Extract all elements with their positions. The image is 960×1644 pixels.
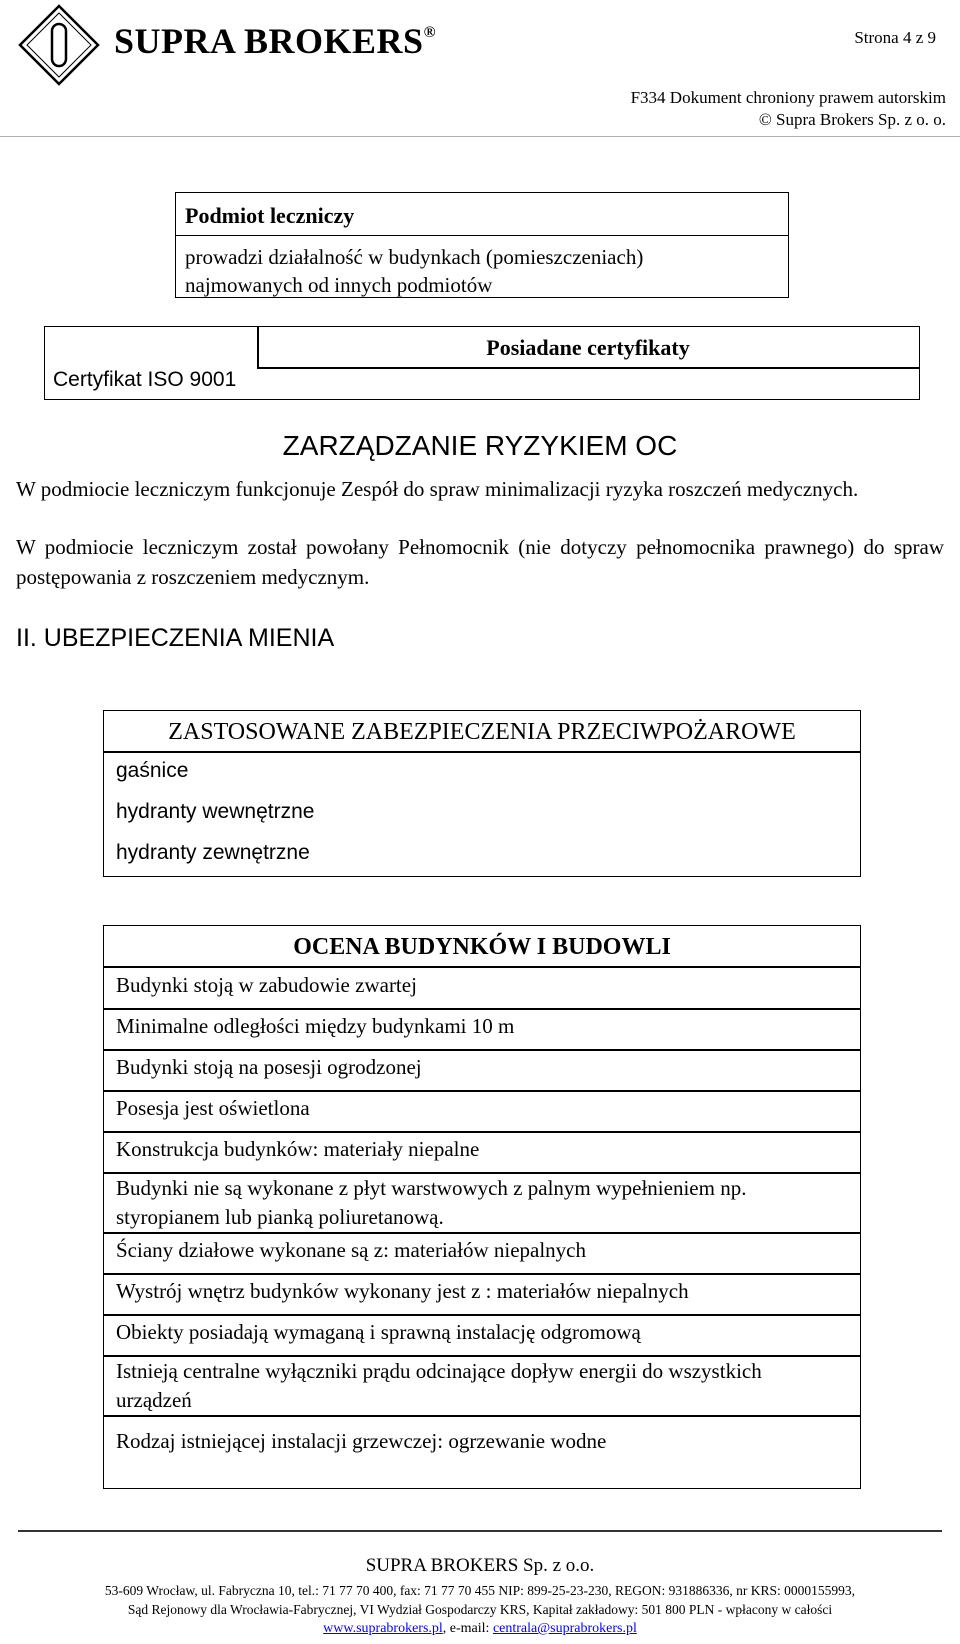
brand-name <box>114 20 436 62</box>
copyright-note: © Supra Brokers Sp. z o. o. <box>758 110 946 129</box>
row-divider <box>104 1314 860 1316</box>
buildings-item: Posesja jest oświetlona <box>116 1096 310 1120</box>
registered-mark: ® <box>423 24 437 41</box>
row-divider <box>104 1273 860 1275</box>
footer-contact <box>0 1621 960 1637</box>
row-divider <box>104 966 860 968</box>
entity-description-line: prowadzi działalność w budynkach (pomieszczeniach) <box>185 245 644 269</box>
entity-description <box>185 243 643 299</box>
row-divider <box>104 751 860 753</box>
certificate-item: Certyfikat ISO 9001 <box>53 368 237 391</box>
row-divider <box>104 1415 860 1417</box>
row-divider <box>104 1131 860 1133</box>
brand-text: SUPRA BROKERS <box>114 21 424 61</box>
cert-divider <box>257 367 919 369</box>
certificates-box <box>44 326 920 400</box>
fire-protection-item: gaśnice <box>116 759 189 782</box>
certificates-heading: Posiadane certyfikaty <box>486 335 690 360</box>
entity-title: Podmiot leczniczy <box>185 203 355 228</box>
fire-protection-title: ZASTOSOWANE ZABEZPIECZENIA PRZECIWPOŻAROWE <box>168 719 796 745</box>
section-heading: II. UBEZPIECZENIA MIENIA <box>16 624 335 652</box>
fire-protection-item: hydranty zewnętrzne <box>116 841 310 864</box>
website-link[interactable]: www.suprabrokers.pl <box>323 1621 443 1636</box>
buildings-item: Istnieją centralne wyłączniki prądu odcinające dopływ energii do wszystkich urządzeń <box>116 1359 762 1412</box>
entity-box <box>175 192 789 298</box>
buildings-item: Konstrukcja budynków: materiały niepalne <box>116 1137 480 1161</box>
row-divider <box>104 1232 860 1234</box>
footer-divider <box>18 1530 942 1532</box>
doc-protection-note: F334 Dokument chroniony prawem autorskim <box>630 88 946 107</box>
entity-description-line: najmowanych od innych podmiotów <box>185 273 493 297</box>
buildings-item: Wystrój wnętrz budynków wykonany jest z : materiałów niepalnych <box>116 1279 689 1303</box>
buildings-item: Rodzaj istniejącej instalacji grzewczej: ogrzewanie wodne <box>116 1429 607 1453</box>
buildings-item: Budynki nie są wykonane z płyt warstwowych z palnym wypełnieniem np. styropianem lub pianką poliuretanową. <box>116 1176 747 1229</box>
email-prefix: , e-mail: <box>442 1621 493 1636</box>
row-divider <box>104 1049 860 1051</box>
row-divider <box>104 1008 860 1010</box>
buildings-assessment-box <box>103 925 861 1489</box>
risk-paragraph-2: W podmiocie leczniczym został powołany Pełnomocnik (nie dotyczy pełnomocnika prawnego) do spraw postępowania z roszczeniem medycznym. <box>16 535 944 589</box>
brand-logo-icon <box>18 4 100 86</box>
fire-protection-item: hydranty wewnętrzne <box>116 800 315 823</box>
buildings-item: Budynki stoją na posesji ogrodzonej <box>116 1055 422 1079</box>
buildings-item: Budynki stoją w zabudowie zwartej <box>116 973 417 997</box>
page-number: Strona 4 z 9 <box>854 28 936 47</box>
row-divider <box>104 1090 860 1092</box>
buildings-item: Obiekty posiadają wymaganą i sprawną instalację odgromową <box>116 1320 641 1344</box>
fire-protection-box <box>103 710 861 877</box>
footer-company: SUPRA BROKERS Sp. z o.o. <box>365 1555 595 1576</box>
buildings-title: OCENA BUDYNKÓW I BUDOWLI <box>293 934 671 960</box>
footer-address: 53-609 Wrocław, ul. Fabryczna 10, tel.: 71 77 70 400, fax: 71 77 70 455 NIP: 899-25-23-230, REGON: 931886336, nr KRS: 0000155993, <box>104 1583 856 1598</box>
buildings-item: Minimalne odległości między budynkami 10 m <box>116 1014 515 1038</box>
buildings-item: Ściany działowe wykonane są z: materiałów niepalnych <box>116 1238 586 1262</box>
risk-heading: ZARZĄDZANIE RYZYKIEM OC <box>282 430 678 461</box>
risk-paragraph-1: W podmiocie leczniczym funkcjonuje Zespół do spraw minimalizacji ryzyka roszczeń medycznych. <box>16 477 859 501</box>
email-link[interactable]: centrala@suprabrokers.pl <box>492 1621 637 1636</box>
footer-registry: Sąd Rejonowy dla Wrocławia-Fabrycznej, VI Wydział Gospodarczy KRS, Kapitał zakładowy: 501 800 PLN - wpłacony w całości <box>127 1602 833 1617</box>
header-divider <box>0 136 960 137</box>
